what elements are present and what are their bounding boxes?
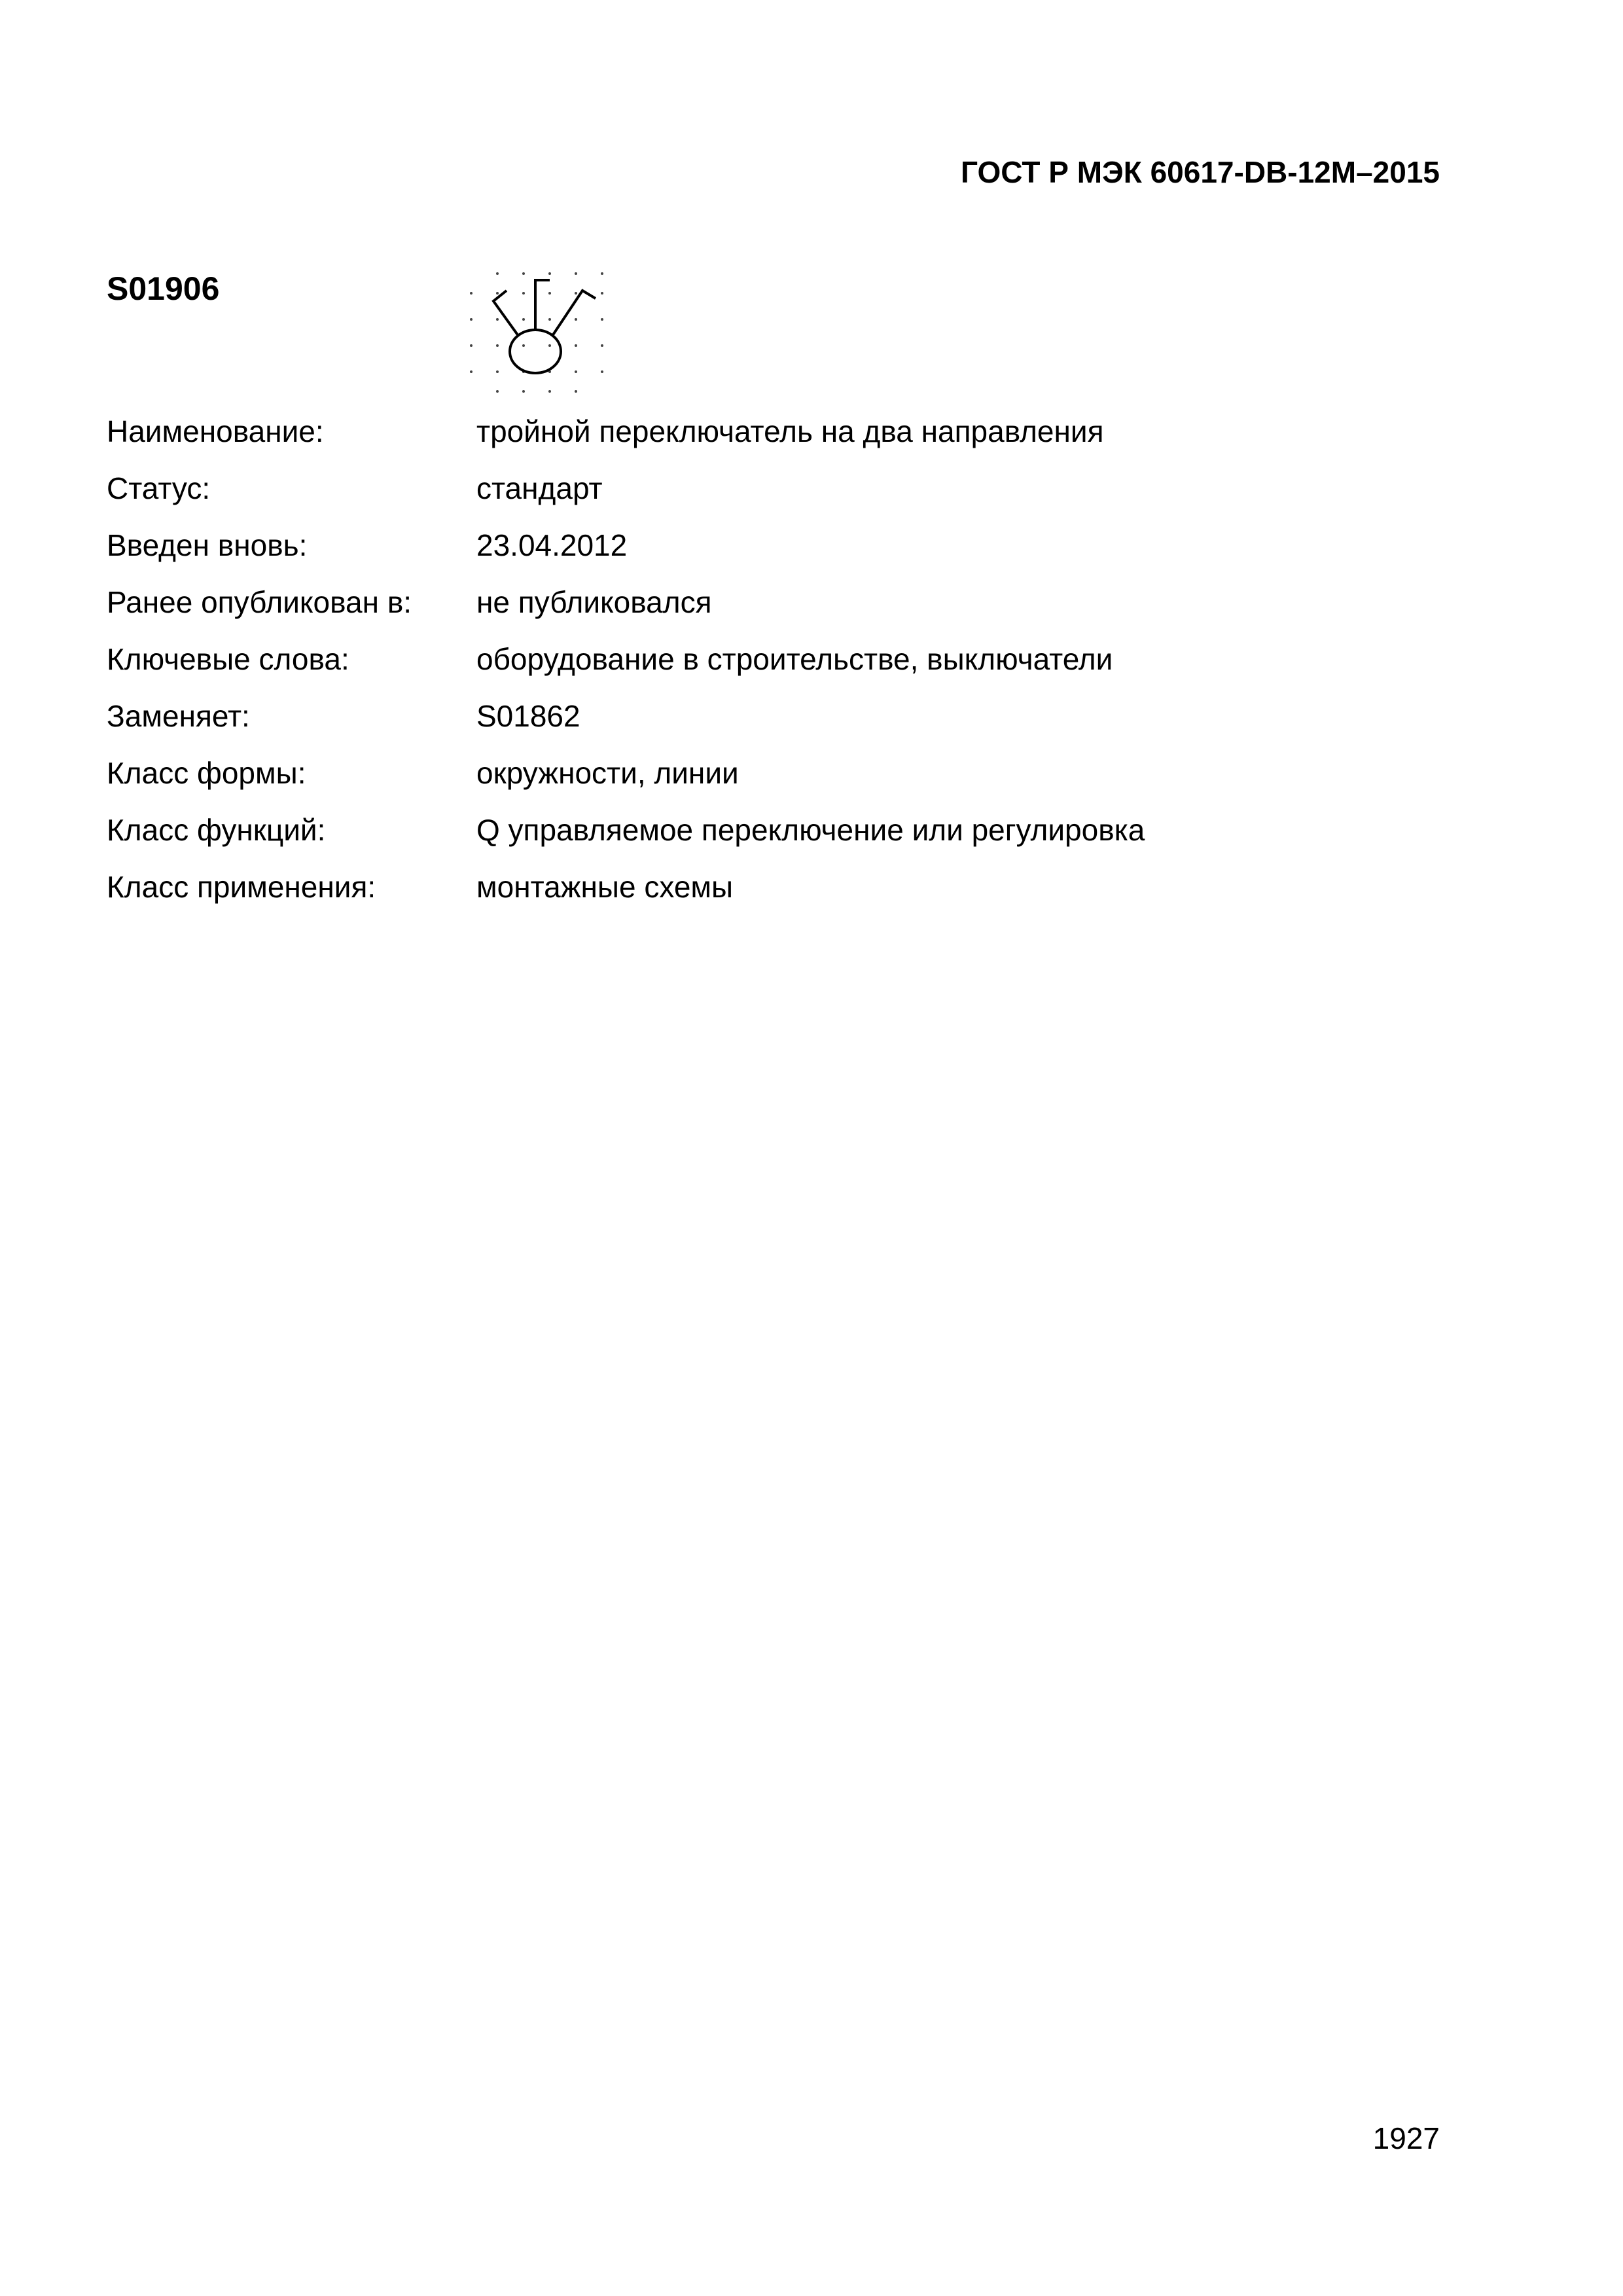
property-row-introduced — [107, 516, 1481, 573]
property-label: Введен вновь: — [107, 528, 308, 562]
property-label: Класс функций: — [107, 812, 326, 847]
three-way-two-direction-switch-icon — [465, 268, 615, 399]
property-row-name — [107, 403, 1481, 459]
property-label: Ранее опубликован в: — [107, 584, 412, 619]
property-value: 23.04.2012 — [476, 528, 628, 562]
property-label: Статус: — [107, 471, 211, 505]
property-row-previously-published — [107, 573, 1481, 630]
property-row-shape-class — [107, 744, 1481, 801]
property-value: S01862 — [476, 698, 580, 733]
property-row-function-class — [107, 801, 1481, 858]
document-standard-header: ГОСТ Р МЭК 60617-DB-12M–2015 — [961, 155, 1440, 189]
property-label: Класс применения: — [107, 869, 376, 904]
property-label: Наименование: — [107, 414, 324, 448]
property-row-keywords — [107, 630, 1481, 687]
property-value: монтажные схемы — [476, 869, 734, 904]
property-value: тройной переключатель на два направления — [476, 414, 1104, 448]
property-label: Ключевые слова: — [107, 641, 349, 676]
page-number: 1927 — [1372, 2121, 1440, 2155]
property-label: Класс формы: — [107, 755, 306, 790]
property-value: оборудование в строительстве, выключатели — [476, 641, 1113, 676]
property-label: Заменяет: — [107, 698, 250, 733]
property-value: Q управляемое переключение или регулировка — [476, 812, 1145, 847]
property-value: стандарт — [476, 471, 603, 505]
property-row-application-class — [107, 858, 1481, 915]
property-value: окружности, линии — [476, 755, 739, 790]
symbol-code: S01906 — [107, 270, 220, 307]
property-value: не публиковался — [476, 584, 712, 619]
property-row-replaces — [107, 687, 1481, 744]
symbol-properties-table — [107, 403, 1481, 915]
property-row-status — [107, 459, 1481, 516]
